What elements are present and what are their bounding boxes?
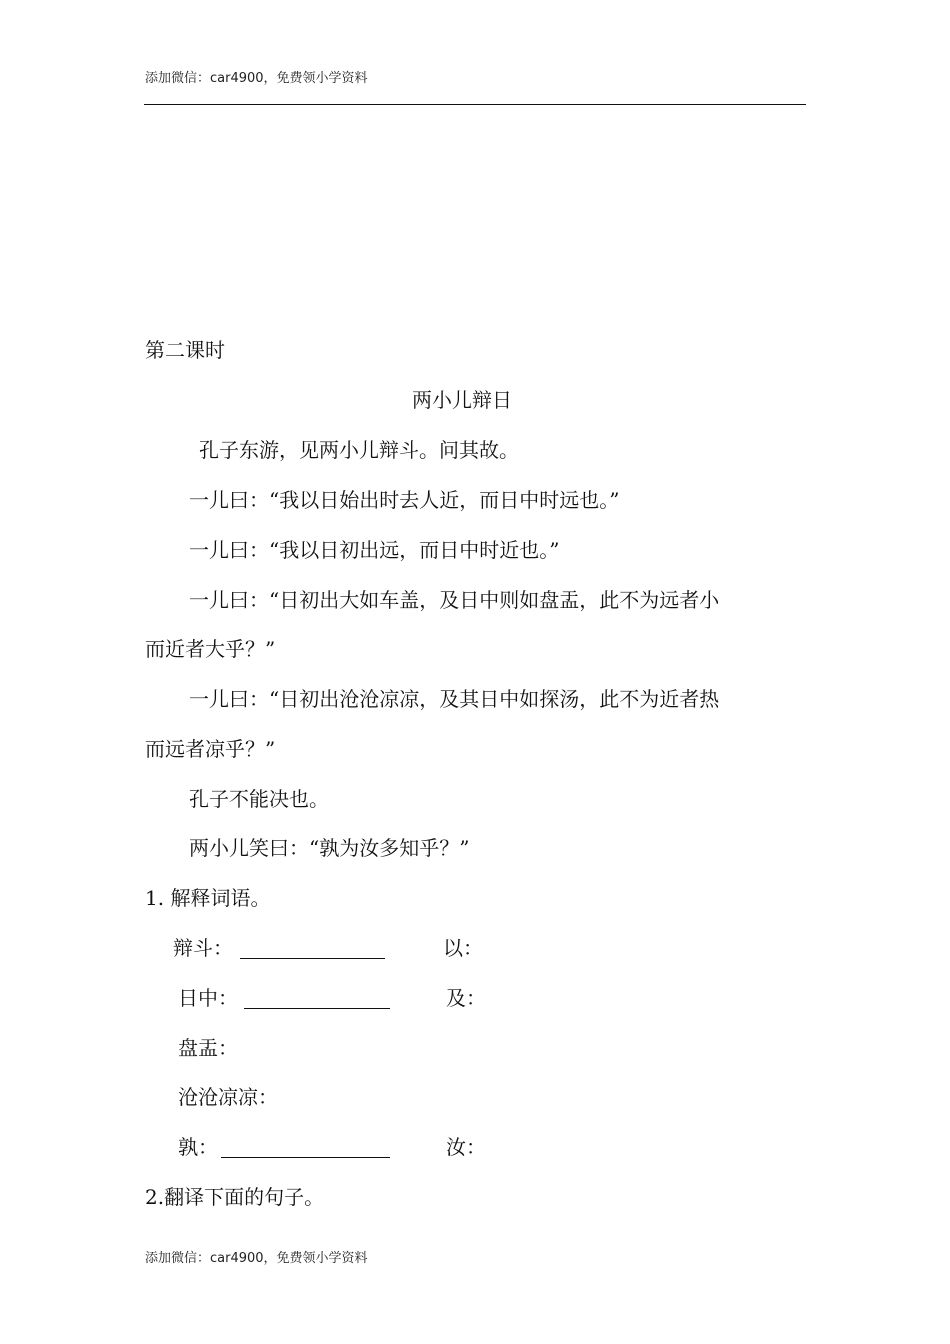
page-footer-text: 添加微信：car4900，免费领小学资料 [145, 1251, 368, 1266]
passage-paragraph-5-line-1: 一儿曰：“日初出沧沧凉凉，及其日中如探汤，此不为近者热 [189, 687, 720, 711]
header-divider [144, 104, 806, 105]
q1-term-ji: 及： [446, 986, 486, 1010]
q1-term-pan-yu: 盘盂： [178, 1036, 238, 1060]
lesson-label: 第二课时 [145, 338, 225, 362]
q1-answer-blank-bian-dou[interactable] [240, 938, 385, 963]
passage-paragraph-6: 孔子不能决也。 [189, 787, 329, 811]
q1-term-ri-zhong: 日中： [178, 986, 238, 1010]
page-header-text: 添加微信：car4900，免费领小学资料 [145, 71, 368, 86]
q1-term-bian-dou: 辩斗： [173, 936, 233, 960]
passage-paragraph-7: 两小儿笑曰：“孰为汝多知乎？” [189, 836, 470, 860]
q1-answer-blank-shu[interactable] [221, 1137, 390, 1162]
question-2-title: 2.翻译下面的句子。 [145, 1185, 325, 1209]
q1-term-ru: 汝： [446, 1135, 486, 1159]
passage-paragraph-4-line-1: 一儿曰：“日初出大如车盖，及日中则如盘盂，此不为远者小 [189, 588, 720, 612]
q1-term-yi: 以： [443, 936, 483, 960]
passage-paragraph-5-line-2: 而远者凉乎？” [145, 737, 276, 761]
passage-paragraph-2: 一儿曰：“我以日始出时去人近，而日中时远也。” [189, 488, 620, 512]
question-1-title: 1. 解释词语。 [145, 886, 271, 910]
passage-paragraph-1: 孔子东游，见两小儿辩斗。问其故。 [199, 438, 519, 462]
q1-answer-blank-ri-zhong[interactable] [244, 988, 390, 1013]
passage-title: 两小儿辩日 [412, 388, 512, 412]
passage-paragraph-3: 一儿曰：“我以日初出远，而日中时近也。” [189, 538, 560, 562]
q1-term-cang-cang-liang-liang: 沧沧凉凉： [178, 1085, 278, 1109]
q1-term-shu: 孰： [178, 1135, 218, 1159]
passage-paragraph-4-line-2: 而近者大乎？” [145, 637, 276, 661]
